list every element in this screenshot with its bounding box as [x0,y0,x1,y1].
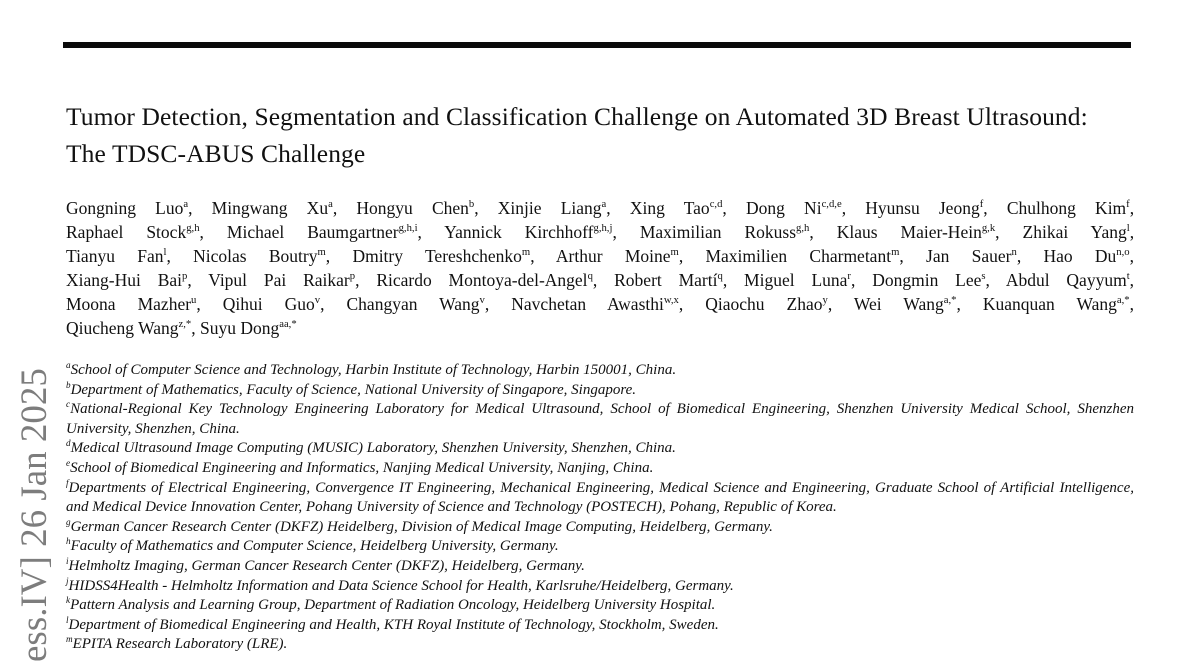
author-name: Yannick Kirchhoff [444,222,594,242]
author-affiliation-marker: l [163,246,167,259]
author-affiliation-marker: m [521,246,531,259]
affiliation-text: EPITA Research Laboratory (LRE). [72,636,288,653]
author-affiliation-marker: f [1126,198,1130,211]
affiliation-marker: i [66,555,69,566]
affiliation-text: Department of Biomedical Engineering and Health, KTH Royal Institute of Technology, Stockholm, Sweden. [68,616,719,633]
affiliation-item [66,577,1134,597]
affiliation-marker: b [66,379,71,390]
author-name: Wei Wang [853,294,944,314]
affiliation-item [66,459,1134,479]
author-name: Abdul Qayyum [1005,270,1127,290]
affiliation-item [66,616,1134,636]
author-name: Xinjie Liang [497,198,602,218]
author-name: Hongyu Chen [356,198,469,218]
author-name: Suyu Dong [199,318,280,338]
affiliation-item [66,479,1134,518]
author-line: Qiucheng Wang$^{z,*}$, Suyu Dong$^{aa,*}$ [66,318,297,338]
affiliation-marker: j [66,575,69,586]
author-affiliation-marker: g,h,i [398,222,418,235]
author-affiliation-marker: a [601,198,607,211]
author-affiliation-marker: s [981,270,986,283]
affiliation-marker: h [66,536,71,547]
author-line: Raphael Stock$^{g,h}$, Michael Baumgartner$^{g,h,i}$, Yannick Kirchhoff$^{g,h,j}$, Maximilian Rokuss$^{g,h}$, Klaus Maier-Hein$^{g,k}$, Zhikai Yang$^l$, [66,222,1135,242]
author-affiliation-marker: v [479,294,485,307]
affiliation-text: Departments of Electrical Engineering, Convergence IT Engineering, Mechanical Engineering, Medical Science and Engineering, Graduate School of Artificial Intelligence, and Medical Device Innovation Center, Pohang University of Science and Technology (POSTECH), Pohang, Republic of Korea. [66,479,1134,516]
affiliation-item [66,596,1134,616]
author-affiliation-marker: z,* [178,318,192,331]
author-name: Robert Martí [614,270,718,290]
author-affiliation-marker: v [314,294,321,307]
affiliation-text: HIDSS4Health - Helmholtz Information and Data Science School for Health, Karlsruhe/Heidelberg, Germany. [68,577,734,594]
author-name: Dongmin Lee [872,270,982,290]
author-name: Arthur Moine [555,246,671,266]
author-affiliation-marker: a,* [1116,294,1130,307]
author-name: Dong Ni [745,198,822,218]
affiliation-marker: f [66,477,69,488]
arxiv-watermark: ess.IV] 26 Jan 2025 [14,368,55,662]
author-name: Chulhong Kim [1006,198,1127,218]
author-name: Raphael Stock [66,222,187,242]
author-affiliation-marker: q [717,270,723,283]
author-name: Dmitry Tereshchenko [352,246,522,266]
author-name: Klaus Maier-Hein [836,222,982,242]
author-name: Xing Tao [629,198,710,218]
paper-title: Tumor Detection, Segmentation and Classification Challenge on Automated 3D Breast Ultrasound: The TDSC-ABUS Challenge [66,102,1088,168]
author-affiliation-marker: a,* [943,294,957,307]
affiliation-text: School of Biomedical Engineering and Informatics, Nanjing Medical University, Nanjing, China. [70,459,654,476]
author-name: Jan Sauer [926,246,1012,266]
affiliation-marker: k [66,595,71,606]
affiliation-item [66,557,1134,577]
author-name: Changyan Wang [346,294,480,314]
affiliation-item [66,635,1134,655]
author-line: Gongning Luo$^a$, Mingwang Xu$^a$, Hongyu Chen$^b$, Xinjie Liang$^a$, Xing Tao$^{c,d}$, Dong Ni$^{c,d,e}$, Hyunsu Jeong$^f$, Chulhong Kim$^f$, [66,198,1135,218]
affiliation-marker: m [66,634,73,645]
affiliation-marker: l [66,614,69,625]
author-affiliation-marker: a [328,198,333,211]
author-affiliation-marker: f [979,198,984,211]
author-affiliation-marker: p [349,270,356,283]
affiliation-marker: c [66,399,71,410]
affiliation-text: National-Regional Key Technology Engineering Laboratory for Medical Ultrasound, School of Biomedical Engineering, Shenzhen University Medical School, Shenzhen University, Shenzhen, China. [66,401,1134,437]
author-affiliation-marker: m [317,246,326,259]
author-name: Vipul Pai Raikar [208,270,350,290]
author-name: Hyunsu Jeong [865,198,980,218]
author-affiliation-marker: m [891,246,900,259]
author-line: Moona Mazher$^u$, Qihui Guo$^v$, Changyan Wang$^v$, Navchetan Awasthi$^{w,x}$, Qiaochu Zhao$^y$, Wei Wang$^{a,*}$, Kuanquan Wang$^{a,*}$, [66,294,1134,314]
author-affiliation-marker: a [183,198,189,211]
author-affiliation-marker: p [182,270,188,283]
author-affiliation-marker: n,o [1116,246,1130,259]
affiliation-text: School of Computer Science and Technology, Harbin Institute of Technology, Harbin 150001, China. [70,362,677,378]
author-name: Tianyu Fan [66,246,164,266]
affiliation-marker: a [66,360,71,370]
author-name: Qihui Guo [222,294,315,314]
author-affiliation-marker: c,d [709,198,723,211]
author-affiliation-marker: n [1011,246,1017,259]
author-name: Ricardo Montoya-del-Angel [376,270,588,290]
affiliation-marker: g [66,516,71,527]
author-name: Navchetan Awasthi [511,294,664,314]
author-affiliation-marker: t [1126,270,1130,283]
author-name: Michael Baumgartner [226,222,399,242]
author-name: Zhikai Yang [1022,222,1127,242]
author-affiliation-marker: aa,* [279,318,297,331]
author-name: Hao Du [1043,246,1117,266]
author-affiliation-marker: y [822,294,828,307]
affiliation-list [66,361,1134,655]
affiliation-text: Department of Mathematics, Faculty of Science, National University of Singapore, Singapore. [70,381,637,398]
author-line: Tianyu Fan$^l$, Nicolas Boutry$^m$, Dmitry Tereshchenko$^m$, Arthur Moine$^m$, Maximilien Charmetant$^m$, Jan Sauer$^n$, Hao Du$^{n,o}$, [66,246,1134,266]
author-affiliation-marker: g,h,j [593,222,613,235]
author-line: Xiang-Hui Bai$^p$, Vipul Pai Raikar$^p$, Ricardo Montoya-del-Angel$^q$, Robert Martí$^q$, Miguel Luna$^r$, Dongmin Lee$^s$, Abdul Qayyum$^t$, [66,270,1135,290]
affiliation-item [66,381,1134,401]
author-name: Moona Mazher [66,294,192,314]
author-affiliation-marker: b [468,198,475,211]
affiliation-text: German Cancer Research Center (DKFZ) Heidelberg, Division of Medical Image Computing, Heidelberg, Germany. [70,518,773,535]
affiliation-item [66,518,1134,538]
top-rule [63,42,1131,48]
author-name: Kuanquan Wang [982,294,1117,314]
affiliation-text: Pattern Analysis and Learning Group, Department of Radiation Oncology, Heidelberg University Hospital. [70,597,716,614]
affiliation-text: Faculty of Mathematics and Computer Science, Heidelberg University, Germany. [70,538,559,555]
author-name: Qiaochu Zhao [705,294,823,314]
author-affiliation-marker: q [587,270,593,283]
affiliation-item [66,439,1134,459]
author-affiliation-marker: m [670,246,679,259]
author-affiliation-marker: g,h [796,222,810,235]
affiliation-item [66,400,1134,439]
author-name: Gongning Luo [66,198,184,218]
author-name: Miguel Luna [744,270,848,290]
affiliation-text: Medical Ultrasound Image Computing (MUSIC) Laboratory, Shenzhen University, Shenzhen, China. [70,440,676,457]
author-name: Nicolas Boutry [193,246,318,266]
author-affiliation-marker: r [847,270,851,283]
affiliation-item [66,537,1134,557]
author-list [66,196,1134,340]
author-name: Maximilien Charmetant [705,246,892,266]
author-name: Mingwang Xu [211,198,329,218]
author-name: Xiang-Hui Bai [66,270,182,290]
author-affiliation-marker: g,h [186,222,200,235]
author-affiliation-marker: c,d,e [821,198,842,211]
author-affiliation-marker: u [191,294,197,307]
affiliation-marker: e [66,457,71,468]
author-affiliation-marker: g,k [981,222,996,235]
author-affiliation-marker: l [1126,222,1130,235]
author-affiliation-marker: w,x [663,294,679,307]
affiliation-text: Helmholtz Imaging, German Cancer Research Center (DKFZ), Heidelberg, Germany. [68,557,585,574]
affiliation-marker: d [66,438,71,449]
author-name: Qiucheng Wang [66,318,179,338]
affiliation-item [66,361,1134,381]
author-name: Maximilian Rokuss [639,222,797,242]
